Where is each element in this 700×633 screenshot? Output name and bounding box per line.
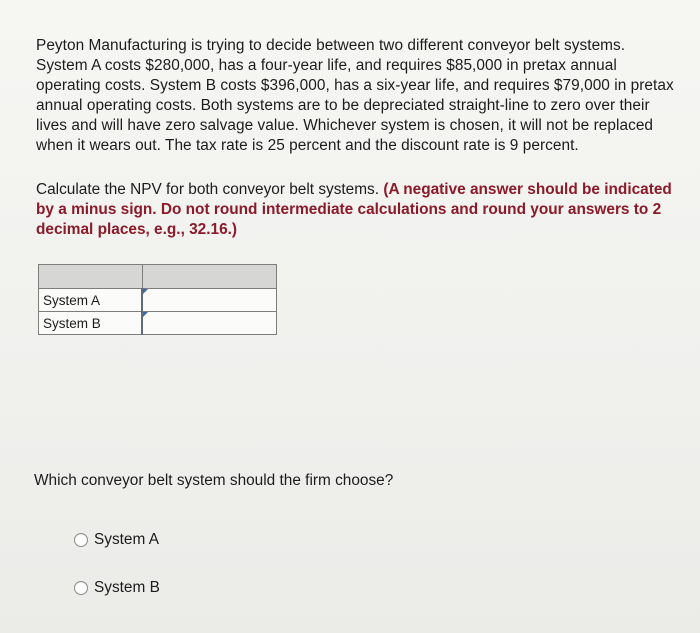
option-system-a[interactable] (74, 531, 159, 549)
npv-cell-system-a (142, 289, 277, 312)
table-header-value-cell (142, 265, 277, 289)
option-system-b[interactable] (74, 579, 160, 597)
instruction-emphasis: (A negative answer should be indicated by a minus sign. Do not round intermediate calculations and round your answers to 2 decimal places, e.g., 32.16.) (36, 181, 672, 238)
table-header-row (39, 265, 277, 289)
npv-input-system-a[interactable] (143, 290, 275, 310)
flag-icon (143, 312, 148, 317)
option-label-system-b: System B (94, 579, 160, 596)
npv-cell-system-b (142, 312, 277, 335)
table-row-system-a (39, 289, 277, 312)
instruction-lead: Calculate the NPV for both conveyor belt systems. (36, 181, 384, 198)
table-row-system-b (39, 312, 277, 335)
option-label-system-a: System A (94, 531, 160, 548)
row-label-system-a: System A (39, 289, 143, 312)
problem-text: Peyton Manufacturing is trying to decide between two different conveyor belt systems. System A costs $280,000, has a four-year life, and requires $85,000 in pretax annual operating costs. System B costs $396,000, has a six-year life, and requires $79,000 in pretax annual operating costs. Both systems are to be depreciated straight-line to zero over their lives and will have zero salvage value. Whichever system is chosen, it will not be replaced when it wears out. The tax rate is 25 percent and the discount rate is 9 percent. (36, 37, 674, 154)
row-label-system-b: System B (39, 312, 143, 335)
choice-question: Which conveyor belt system should the firm choose? (34, 472, 394, 489)
flag-icon (143, 289, 148, 294)
npv-answer-table (38, 264, 277, 335)
npv-input-system-b[interactable] (143, 313, 275, 333)
instruction-text (36, 180, 676, 240)
radio-system-a[interactable] (74, 533, 88, 547)
table-header-label-cell (39, 265, 143, 289)
radio-system-b[interactable] (74, 581, 88, 595)
